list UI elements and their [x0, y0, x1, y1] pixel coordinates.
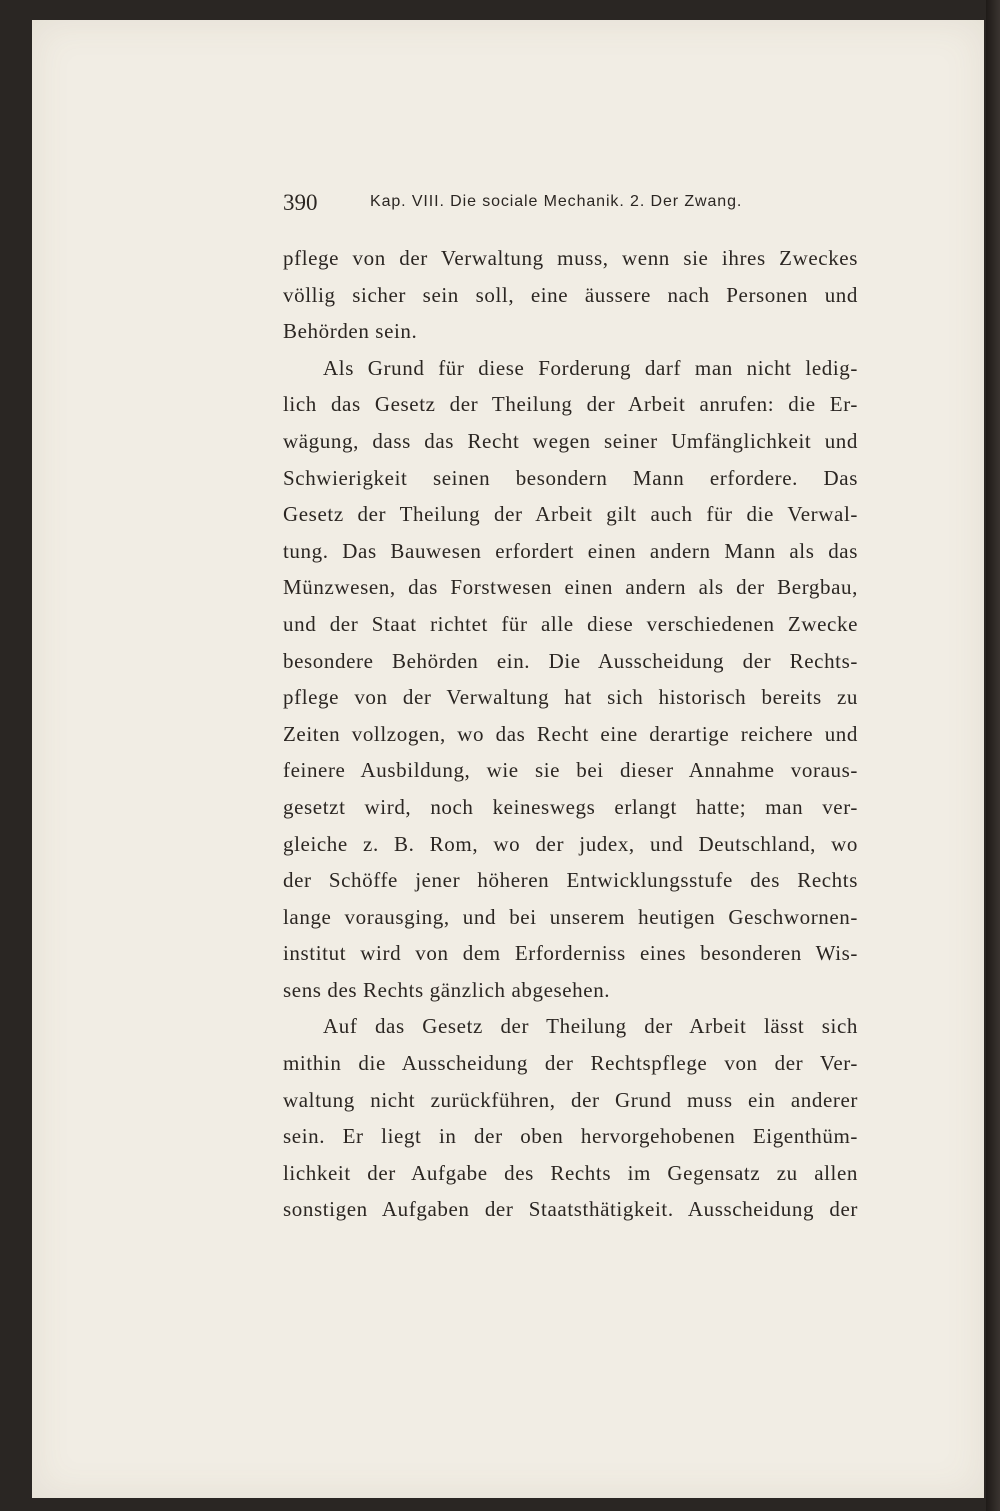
- text-line: feinere Ausbildung, wie sie bei dieser Annahme voraus-: [283, 758, 858, 783]
- text-line: pflege von der Verwaltung muss, wenn sie ihres Zweckes: [283, 246, 858, 270]
- text-line: pflege von der Verwaltung hat sich historisch bereits zu: [283, 685, 858, 710]
- page-header: [283, 190, 858, 220]
- text-line: Schwierigkeit seinen besondern Mann erfordere. Das: [283, 465, 858, 490]
- paragraph-1: [283, 240, 858, 350]
- text-line: mithin die Ausscheidung der Rechtspflege von der Ver-: [283, 1051, 858, 1076]
- text-line: Auf das Gesetz der Theilung der Arbeit lässt sich: [323, 1014, 858, 1039]
- text-line: völlig sicher sein soll, eine äussere nach Personen und: [283, 282, 858, 307]
- text-line: Zeiten vollzogen, wo das Recht eine derartige reichere und: [283, 721, 858, 746]
- text-line: sonstigen Aufgaben der Staatsthätigkeit. Ausscheidung der: [283, 1197, 858, 1222]
- text-line: besondere Behörden ein. Die Ausscheidung der Rechts-: [283, 648, 858, 673]
- page-number: 390: [283, 190, 318, 215]
- text-line: Als Grund für diese Forderung darf man nicht ledig-: [323, 355, 858, 380]
- text-line: waltung nicht zurückführen, der Grund muss ein anderer: [283, 1087, 858, 1112]
- body-text: [283, 240, 858, 1228]
- text-line: tung. Das Bauwesen erfordert einen andern Mann als das: [283, 538, 858, 563]
- text-line: lange vorausging, und bei unserem heutigen Geschwornen-: [283, 904, 858, 929]
- text-line: Münzwesen, das Forstwesen einen andern als der Bergbau,: [283, 575, 858, 600]
- text-line: gesetzt wird, noch keineswegs erlangt hatte; man ver-: [283, 794, 858, 819]
- page-edge-shadow: [986, 0, 1000, 1511]
- text-line: Behörden sein.: [283, 319, 418, 344]
- text-line: Gesetz der Theilung der Arbeit gilt auch für die Verwal-: [283, 502, 858, 527]
- text-line: institut wird von dem Erforderniss eines besonderen Wis-: [283, 941, 858, 966]
- text-line: wägung, dass das Recht wegen seiner Umfänglichkeit und: [283, 428, 858, 453]
- text-line: gleiche z. B. Rom, wo der judex, und Deutschland, wo: [283, 831, 858, 856]
- text-line: lichkeit der Aufgabe des Rechts im Gegensatz zu allen: [283, 1160, 858, 1185]
- text-line: lich das Gesetz der Theilung der Arbeit anrufen: die Er-: [283, 392, 858, 417]
- running-head: Kap. VIII. Die sociale Mechanik. 2. Der Zwang.: [370, 193, 743, 210]
- paragraph-2: [283, 350, 858, 1009]
- text-line: der Schöffe jener höheren Entwicklungsstufe des Rechts: [283, 868, 858, 893]
- text-line: sein. Er liegt in der oben hervorgehobenen Eigenthüm-: [283, 1124, 858, 1149]
- text-line: sens des Rechts gänzlich abgesehen.: [283, 977, 611, 1002]
- text-line: und der Staat richtet für alle diese verschiedenen Zwecke: [283, 611, 858, 636]
- paragraph-3: [283, 1008, 858, 1228]
